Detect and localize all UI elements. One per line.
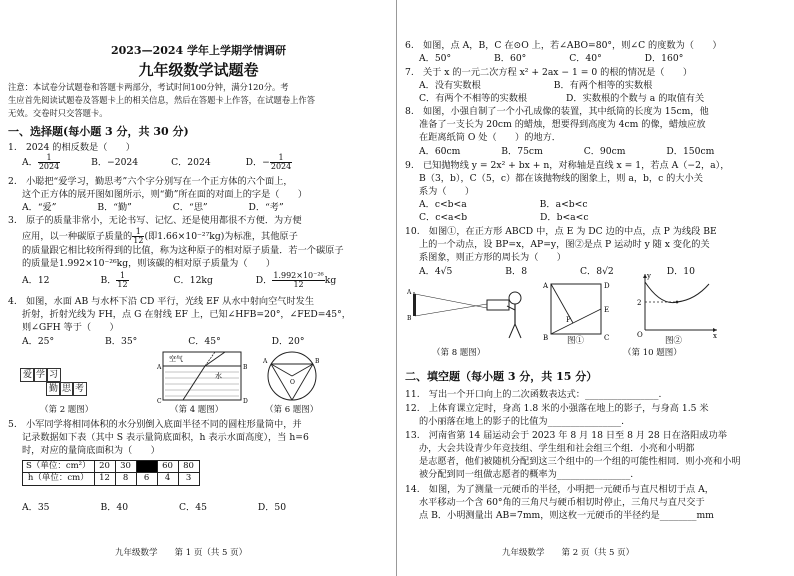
q12-line-1: 12. 上体育课立定时，身高 1.8 米的小强落在地上的影子，与身高 1.5 米 <box>405 403 709 414</box>
fig10-label-e: E <box>604 306 610 314</box>
fig10-square <box>541 280 619 342</box>
footer-right: 九年级数学 第 2 页（共 5 页） <box>502 548 635 558</box>
exam-title: 九年级数学试题卷 <box>138 61 259 79</box>
q2-line-2: 这个正方体的展开图如图所示，则“勤”所在面的对面上的字是（ ） <box>22 189 308 200</box>
q1-opt-c: C．2024 <box>171 157 211 168</box>
q3-line-1: 3. 原子的质量非常小，无论书写、记忆、还是使用都很不方便．为方便 <box>8 215 302 226</box>
right-page <box>397 0 794 576</box>
q6-options <box>419 53 683 65</box>
q1-options <box>22 154 292 171</box>
q6-opt-d: D．160° <box>644 53 684 64</box>
q3-b-den: 12 <box>117 280 128 289</box>
q2-options <box>22 202 284 214</box>
q8-opt-d: D．150cm <box>666 146 715 157</box>
fig10-caption: （第 10 题图） <box>623 348 682 358</box>
q8-options <box>419 146 714 158</box>
q5-table <box>22 460 200 486</box>
fig4-caption: （第 4 题图） <box>170 405 224 415</box>
fig6-label-o: O <box>290 379 295 386</box>
q13-line-2: 办，大会共设青少年竞技组、学生组和社会组三个组．小亮和小明都 <box>419 443 695 454</box>
q3-d-num: 1.992×10⁻²⁶ <box>273 271 324 280</box>
q9-opt-c: C．c<a<b <box>419 212 468 223</box>
fig10-graph-2: 2 <box>637 299 642 307</box>
q9-line-2: B（3，b），C（5，c）都在该抛物线的图象上，则 a，b，c 的大小关 <box>419 173 703 184</box>
footer-left: 九年级数学 第 1 页（共 5 页） <box>115 548 248 558</box>
q1-a-num: 1 <box>38 154 60 163</box>
q1-a-den: 2024 <box>38 162 60 171</box>
q1-opt-d: D．− <box>245 157 270 168</box>
q3-opt-d-frac <box>272 272 324 289</box>
q5-options <box>22 502 286 514</box>
q7-options-row1 <box>419 80 652 92</box>
q5-line-1: 5. 小军同学将相同体积的水分别倒入底面半径不同的圆柱形量筒中，并 <box>8 419 302 430</box>
q9-options-2 <box>419 212 589 224</box>
q4-line-1: 4. 如图，水面 AB 与水杯下沿 CD 平行，光线 EF 从水中射向空气时发生 <box>8 296 315 307</box>
q5-line-2: 记录数据如下表（其中 S 表示量筒底面积，h 表示水面高度），当 h=6 <box>22 432 309 443</box>
q3-options <box>22 272 336 289</box>
q2-opt-b: B．“勤” <box>97 202 132 213</box>
fig6-label-a: A <box>263 358 268 365</box>
exam-term: 2023—2024 学年上学期学情调研 <box>110 44 287 57</box>
q10-line-1: 10. 如图①，在正方形 ABCD 中，点 E 为 DC 边的中点，点 P 为线段 BE <box>405 226 717 237</box>
q4-opt-d: D．20° <box>271 336 305 347</box>
q5-cell: S（单位：cm²） <box>23 461 95 473</box>
notice-line-2: 生应首先阅读试题卷及答题卡上的相关信息，然后在答题卡上作答，在试题卷上作答 <box>8 95 315 105</box>
q9-line-3: 系为（ ） <box>419 186 475 197</box>
net-cell-1: 爱 <box>20 368 35 382</box>
fig10-graph-y: y <box>647 272 651 280</box>
q4-line-2: 折射，折射光线为 FH，点 G 在射线 EF 上，已知∠HFB=20°，∠FED=45°， <box>22 309 351 320</box>
fig10-label-a: A <box>543 282 549 290</box>
q6-opt-a: A．50° <box>419 53 452 64</box>
fig4-air-label: 空气 <box>169 355 183 363</box>
q2-opt-d: D．“考” <box>248 202 284 213</box>
q5-opt-b: B．40 <box>100 502 129 513</box>
notice-line-3: 无效。交卷时只交答题卡。 <box>8 108 108 118</box>
q5-cell: 3 <box>178 473 199 485</box>
q5-row-h <box>23 473 200 485</box>
q5-cell: 12 <box>94 473 115 485</box>
q5-hidden-cell <box>136 461 157 473</box>
q13-line-1: 13. 河南省第 14 届运动会于 2023 年 8 月 18 日至 8 月 28 日在洛阳成功举 <box>405 430 727 441</box>
q10-opt-a: A．4√5 <box>419 266 453 277</box>
q3-d-den: 12 <box>293 280 304 289</box>
q2-line-1: 2. 小聪把“爱学习，勤思考”六个字分别写在一个正方体的六个面上， <box>8 176 293 187</box>
net-cell-6: 考 <box>72 382 87 396</box>
fig6-caption: （第 6 题图） <box>265 405 319 415</box>
q3-line-2a: 应用，以一种碳原子质量的 <box>22 231 133 242</box>
q5-row-s <box>23 461 200 473</box>
q9-opt-a: A．c<b<a <box>419 199 467 210</box>
q4-opt-b: B．35° <box>105 336 138 347</box>
fig8-diagram <box>407 282 527 342</box>
q9-opt-b: B．a<b<c <box>539 199 588 210</box>
fig2-caption: （第 2 题图） <box>40 405 94 415</box>
q12-line-2: 的小丽落在地上的影子的比值为________________. <box>419 416 625 427</box>
fig8-caption: （第 8 题图） <box>432 348 486 358</box>
q8-opt-b: B．75cm <box>501 146 543 157</box>
q10-opt-d: D．10 <box>666 266 695 277</box>
fig2-net <box>20 368 100 400</box>
fig4-diagram <box>155 348 250 404</box>
q5-opt-a: A．35 <box>22 502 50 513</box>
q3-frac-den: 12 <box>133 236 144 245</box>
q8-line-3: 在距离纸筒 O 处（ ）的地方． <box>419 132 561 143</box>
fig4-label-a: A <box>157 364 162 371</box>
q3-opt-d: D． <box>255 275 273 286</box>
q14-line-2: 水平移动一个含 60°角的三角尺与硬币相切时停止，三角尺与直尺交于 <box>419 497 705 508</box>
q5-cell: 8 <box>115 473 136 485</box>
fig6-diagram <box>262 346 322 404</box>
q6-stem: 6. 如图，点 A，B，C 在⊙O 上，若∠ABO=80°，则∠C 的度数为（ ） <box>405 40 722 51</box>
q1-opt-d-frac <box>270 154 292 171</box>
q7-opt-a: A．没有实数根 <box>419 80 481 91</box>
q5-opt-d: D．50 <box>257 502 287 513</box>
fig10-label-b: B <box>543 334 549 342</box>
q11-text: 11. 写出一个开口向上的二次函数表达式：________________. <box>405 389 662 400</box>
q1-opt-a-frac <box>38 154 60 171</box>
fig10-cap1: 图① <box>567 336 585 346</box>
q1-opt-b: B．−2024 <box>91 157 139 168</box>
q4-line-3: 则∠GFH 等于（ ） <box>22 322 119 333</box>
net-cell-2: 学 <box>33 368 48 382</box>
fig10-label-p: P <box>566 316 571 324</box>
q3-line-4: 的质量是1.992×10⁻²⁶kg，则该碳的相对原子质量为（ ） <box>22 258 276 269</box>
q5-cell: h（单位：cm） <box>23 473 95 485</box>
q5-cell: 6 <box>136 473 157 485</box>
q8-opt-a: A．60cm <box>419 146 461 157</box>
q3-opt-b: B． <box>100 275 117 286</box>
q1-d-num: 1 <box>270 154 292 163</box>
q10-opt-c: C．8√2 <box>580 266 614 277</box>
fig4-label-c: C <box>157 398 162 404</box>
fig10-label-d: D <box>604 282 610 290</box>
fig10-graph <box>633 270 721 338</box>
q13-line-3: 是志愿者，他们被随机分配到这三个组中的一个组的可能性相同．则小亮和小明 <box>419 456 741 467</box>
q9-opt-d: D．b<a<c <box>540 212 589 223</box>
q1-stem: 1. 2024 的相反数是（ ） <box>8 142 135 153</box>
q3-line-2b: (即1.66×10⁻²⁷kg)为标准，其他原子 <box>144 231 298 242</box>
q10-line-3: 系图象，则正方形的周长为（ ） <box>419 252 566 263</box>
q3-opt-a: A．12 <box>22 275 50 286</box>
q3-opt-b-frac <box>116 272 128 289</box>
q3-d-unit: kg <box>324 275 337 286</box>
fig10-cap2: 图② <box>665 336 683 346</box>
q8-line-1: 8. 如图，小强自制了一个小孔成像的装置，其中纸筒的长度为 15cm，他 <box>405 106 709 117</box>
q5-cell: 20 <box>94 461 115 473</box>
q6-opt-c: C．40° <box>569 53 602 64</box>
q10-line-2: 上的一个动点，设 BP=x，AP=y，图②是点 P 运动时 y 随 x 变化的关 <box>419 239 710 250</box>
fig6-label-b: B <box>315 358 320 365</box>
net-cell-5: 思 <box>59 382 74 396</box>
fig4-label-d: D <box>243 398 248 404</box>
q3-frac <box>132 228 144 245</box>
q3-frac-num: 1 <box>132 228 144 237</box>
q14-line-1: 14. 如图，为了测量一元硬币的半径，小明把一元硬币与直尺相切于点 A， <box>405 484 714 495</box>
q9-options <box>419 199 588 211</box>
q3-opt-c: C．12kg <box>173 275 213 286</box>
q3-b-num: 1 <box>116 272 128 281</box>
q7-opt-d: D．实数根的个数与 a 的取值有关 <box>566 93 705 104</box>
q5-line-3: 时，对应的量筒底面积为（ ） <box>22 445 160 456</box>
section2-title: 二、填空题（每小题 3 分，共 15 分） <box>405 370 598 383</box>
q13-line-4: 被分配到同一组做志愿者的概率为________________. <box>419 469 634 480</box>
q8-opt-c: C．90cm <box>583 146 626 157</box>
fig8-label-b: B <box>407 315 412 322</box>
q5-opt-c: C．45 <box>179 502 207 513</box>
q5-cell: 4 <box>157 473 178 485</box>
notice-line-1: 注意：本试卷分试题卷和答题卡两部分，考试时间100分钟，满分120分。考 <box>8 82 289 92</box>
q8-line-2: 准备了一支长为 20cm 的蜡烛，想要得到高度为 4cm 的像，蜡烛应放 <box>419 119 706 130</box>
q6-opt-b: B．60° <box>494 53 527 64</box>
net-cell-4: 勤 <box>46 382 61 396</box>
q7-options-row2 <box>419 93 704 105</box>
q4-opt-a: A．25° <box>22 336 55 347</box>
q7-stem: 7. 关于 x 的一元二次方程 x² + 2ax − 1 = 0 的根的情况是（ ） <box>405 67 693 78</box>
q5-cell: 80 <box>178 461 199 473</box>
q3-line-2 <box>22 228 298 245</box>
q2-opt-c: C．“思” <box>172 202 208 213</box>
q5-cell: 60 <box>157 461 178 473</box>
q7-opt-b: B．有两个相等的实数根 <box>553 80 653 91</box>
fig10-graph-x: x <box>713 332 717 338</box>
section1-title: 一、选择题(每小题 3 分，共 30 分) <box>8 125 189 138</box>
fig10-graph-o: O <box>637 331 643 338</box>
q14-line-3: 点 B．小明测量出 AB=7mm，则这枚一元硬币的半径约是________mm <box>419 510 714 521</box>
q10-opt-b: B．8 <box>505 266 528 277</box>
q1-opt-a: A． <box>22 157 38 168</box>
q4-opt-c: C．45° <box>188 336 221 347</box>
fig10-label-c: C <box>604 334 610 342</box>
fig8-label-a: A <box>407 289 412 296</box>
fig4-label-b: B <box>243 364 248 371</box>
q3-line-3: 的质量跟它相比较所得到的比值，称为这种原子的相对原子质量．若一个碳原子 <box>22 245 344 256</box>
q1-d-den: 2024 <box>270 162 292 171</box>
q7-opt-c: C．有两个不相等的实数根 <box>419 93 528 104</box>
q5-cell: 30 <box>115 461 136 473</box>
q9-line-1: 9. 已知抛物线 y = 2x² + bx + n，对称轴是直线 x = 1，若点 A（−2，a）， <box>405 160 730 171</box>
q2-opt-a: A．“爱” <box>22 202 57 213</box>
net-cell-3: 习 <box>46 368 61 382</box>
fig4-water-label: 水 <box>215 372 222 380</box>
